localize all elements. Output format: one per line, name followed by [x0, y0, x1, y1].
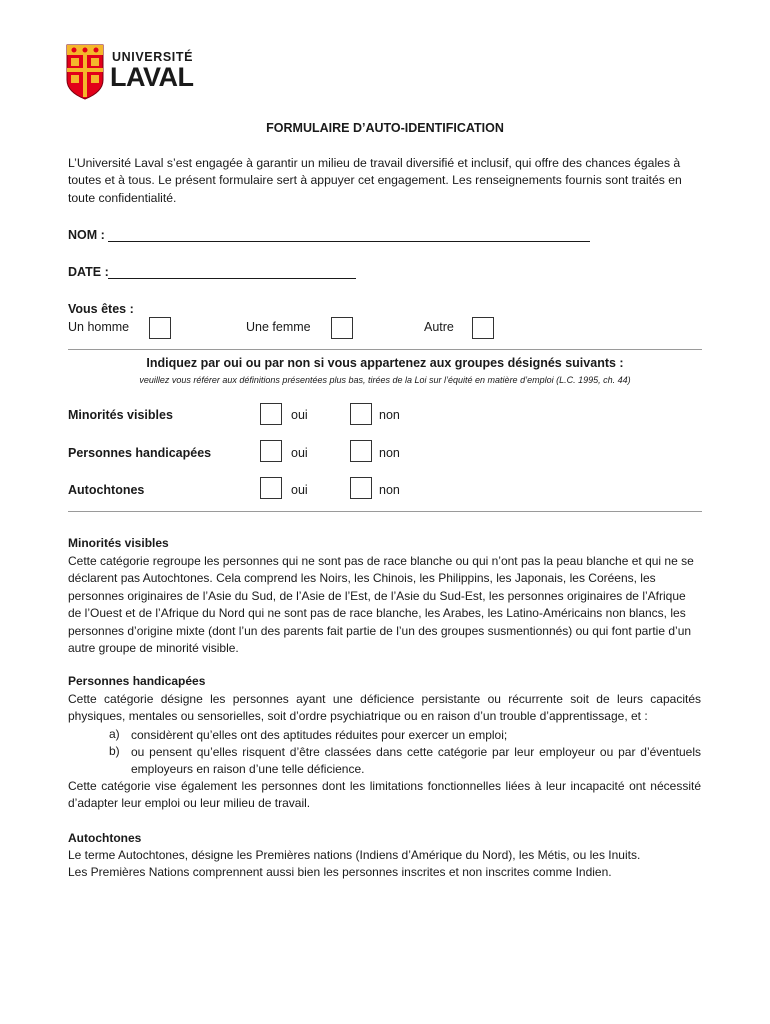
def-text-autochtones-1: Le terme Autochtones, désigne les Premières nations (Indiens d’Amérique du Nord), les Métis, ou les Inuits.: [68, 848, 641, 862]
university-logo: [66, 44, 201, 102]
list-mark-b: b): [109, 744, 120, 758]
def-text-handicap: Cette catégorie désigne les personnes ayant une déficience persistante ou récurrente soit de leurs capacités physiques, mentales ou sensorielles, soit d’ordre psychiatrique ou en raison d’un trouble d’apprentissage, et :: [68, 692, 701, 724]
minorites-oui-label: oui: [291, 408, 308, 422]
handicap-non-checkbox[interactable]: [350, 440, 372, 462]
logo-text-universite: UNIVERSITÉ: [112, 50, 194, 64]
minorites-non-checkbox[interactable]: [350, 403, 372, 425]
form-title: FORMULAIRE D’AUTO-IDENTIFICATION: [266, 121, 504, 135]
autochtones-non-checkbox[interactable]: [350, 477, 372, 499]
groups-note: veuillez vous référer aux définitions présentées plus bas, tirées de la Loi sur l’équité en matière d’emploi (L.C. 1995, ch. 44): [139, 375, 631, 385]
def-text-autochtones-2: Les Premières Nations comprennent aussi bien les personnes inscrites et non inscrites comme Indien.: [68, 865, 612, 879]
list-item-a: considèrent qu’elles ont des aptitudes réduites pour exercer un emploi;: [131, 728, 508, 742]
vous-etes-label: Vous êtes :: [68, 302, 134, 316]
handicap-non-label: non: [379, 446, 400, 460]
date-input-line[interactable]: [108, 278, 356, 279]
gender-checkbox-femme[interactable]: [331, 317, 353, 339]
divider-bottom: [68, 511, 702, 512]
gender-checkbox-homme[interactable]: [149, 317, 171, 339]
autochtones-non-label: non: [379, 483, 400, 497]
gender-label-autre: Autre: [424, 320, 454, 334]
logo-text-laval: LAVAL: [110, 62, 194, 92]
groups-heading: Indiquez par oui ou par non si vous appartenez aux groupes désignés suivants :: [146, 356, 624, 370]
def-text2-handicap: Cette catégorie vise également les personnes dont les limitations fonctionnelles liées à leur incapacité ont nécessité d’adapter leur emploi ou leur milieu de travail.: [68, 779, 701, 811]
autochtones-oui-label: oui: [291, 483, 308, 497]
group-label-autochtones: Autochtones: [68, 483, 145, 497]
divider-top: [68, 349, 702, 350]
date-label: DATE :: [68, 265, 109, 279]
nom-label: NOM :: [68, 228, 105, 242]
nom-input-line[interactable]: [108, 241, 590, 242]
def-text-minorites: Cette catégorie regroupe les personnes qui ne sont pas de race blanche ou qui n’ont pas la peau blanche et qui ne se déclarent pas Autochtones. Cela comprend les Noirs, les Chinois, les Philippins, les Japonais, les Coréens, les personnes originaires de l’Asie du Sud, de l’Asie de l’Est, de l’Asie du Sud-Est, les personnes originaires de l’Afrique de l’Ouest et de l’Afrique du Nord qui ne sont pas de race blanche, les Arabes, les Latino-Américains non blancs, les personnes d’origine mixte (dont l’un des parents fait partie de l’un des groupes susmentionnés) ou qui font partie d’un autre groupe de minorité visible.: [68, 554, 694, 656]
def-heading-handicap: Personnes handicapées: [68, 674, 206, 688]
autochtones-oui-checkbox[interactable]: [260, 477, 282, 499]
list-mark-a: a): [109, 727, 120, 741]
intro-paragraph: L’Université Laval s’est engagée à garantir un milieu de travail diversifié et inclusif, qui offre des chances égales à toutes et à tous. Le présent formulaire sert à appuyer cet engagement. Les renseignements fournis sont traités en toute confidentialité.: [68, 156, 682, 205]
gender-checkbox-autre[interactable]: [472, 317, 494, 339]
handicap-oui-checkbox[interactable]: [260, 440, 282, 462]
group-label-minorites: Minorités visibles: [68, 408, 173, 422]
minorites-oui-checkbox[interactable]: [260, 403, 282, 425]
def-heading-autochtones: Autochtones: [68, 831, 142, 845]
list-item-b: ou pensent qu’elles risquent d’être classées dans cette catégorie par leur employeur ou par d’éventuels employeurs en raison d’une telle déficience.: [131, 745, 701, 777]
handicap-oui-label: oui: [291, 446, 308, 460]
group-label-handicap: Personnes handicapées: [68, 446, 212, 460]
def-heading-minorites: Minorités visibles: [68, 536, 169, 550]
coat-of-arms-icon: [66, 44, 104, 100]
minorites-non-label: non: [379, 408, 400, 422]
gender-label-femme: Une femme: [246, 320, 311, 334]
gender-label-homme: Un homme: [68, 320, 130, 334]
